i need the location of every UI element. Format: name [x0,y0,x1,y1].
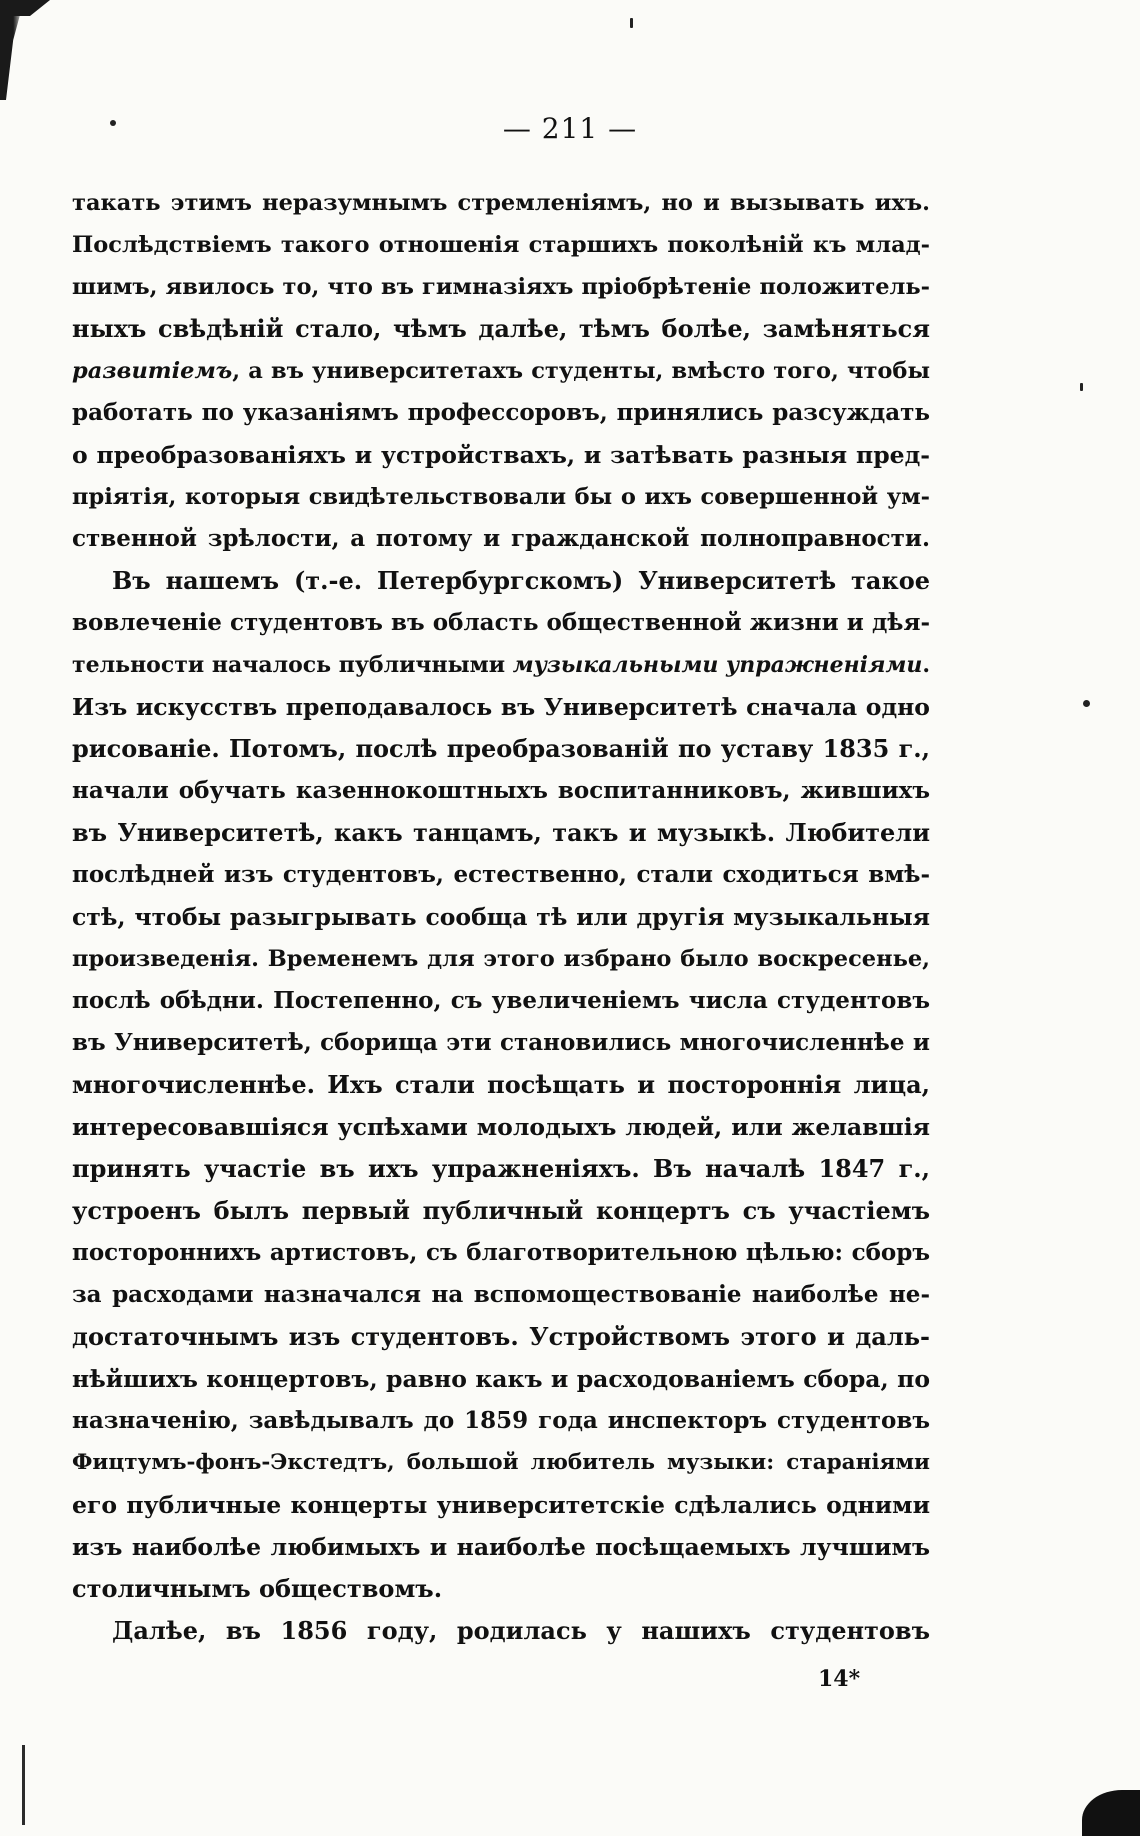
text-line: тельности началось публичными музыкальными упражненіями. [72,652,931,678]
text-line: его публичные концерты университетскіе сдѣлались одними [72,1491,930,1519]
text-line: Далѣе, въ 1856 году, родилась у нашихъ студентовъ [112,1616,930,1645]
text-line: произведенія. Временемъ для этого избрано было воскресенье, [72,946,930,972]
text-line: шимъ, явилось то, что въ гимназіяхъ пріобрѣтеніе положитель- [72,274,930,300]
text-line: пріятія, которыя свидѣтельствовали бы о ихъ совершенной ум- [72,484,930,510]
page-number: — 211 — [502,112,638,145]
emphasis: музыкальными упражненіями [512,652,923,678]
text-line: постороннихъ артистовъ, съ благотворительною цѣлью: сборъ [72,1239,930,1266]
text-line: ственной зрѣлости, а потому и гражданской полноправности. [72,525,930,552]
text-line: интересовавшіяся успѣхами молодыхъ людей, или желавшія [72,1113,930,1141]
scan-speck [630,18,633,28]
text-line: работать по указаніямъ профессоровъ, принялись разсуждать [72,399,930,426]
text-line: Послѣдствіемъ такого отношенія старшихъ поколѣній къ млад- [72,232,930,258]
text-line: развитіемъ, а въ университетахъ студенты, вмѣсто того, чтобы [72,358,930,384]
emphasis: развитіемъ [72,358,233,384]
text-line: о преобразованіяхъ и устройствахъ, и затѣвать разныя пред- [72,441,930,469]
text-line: Въ нашемъ (т.-е. Петербургскомъ) Университетѣ такое [112,566,930,595]
text-line: рисованіе. Потомъ, послѣ преобразованій по уставу 1835 г., [72,734,930,763]
text-line: послѣдней изъ студентовъ, естественно, стали сходиться вмѣ- [72,861,930,888]
text-line: многочисленнѣе. Ихъ стали посѣщать и постороннія лица, [72,1070,930,1099]
text-line: Фицтумъ-фонъ-Экстедтъ, большой любитель музыки: стараніями [72,1450,930,1475]
text-line: столичнымъ обществомъ. [72,1574,443,1603]
text-line: начали обучать казеннокоштныхъ воспитанниковъ, жившихъ [72,777,930,804]
text-line: въ Университетѣ, сборища эти становились многочисленнѣе и [72,1029,930,1056]
text-line: Изъ искусствъ преподавалось въ Университетѣ сначала одно [72,693,930,721]
scan-corner-shadow [1082,1790,1140,1836]
text-line: нѣйшихъ концертовъ, равно какъ и расходованіемъ сбора, по [72,1365,930,1393]
text-line: за расходами назначался на вспомоществованіе наиболѣе не- [72,1281,930,1308]
scan-speck [1083,700,1090,707]
text-line: принять участіе въ ихъ упражненіяхъ. Въ началѣ 1847 г., [72,1154,930,1183]
text-line: достаточнымъ изъ студентовъ. Устройствомъ этого и даль- [72,1322,930,1351]
body-text [72,182,930,1652]
text-line: ныхъ свѣдѣній стало, чѣмъ далѣе, тѣмъ болѣе, замѣняться [72,314,930,343]
scan-edge-shadow [0,0,50,16]
text-line: изъ наиболѣе любимыхъ и наиболѣе посѣщаемыхъ лучшимъ [72,1533,930,1561]
text-line: такать этимъ неразумнымъ стремленіямъ, но и вызывать ихъ. [72,190,930,216]
signature-mark: 14* [818,1666,861,1692]
text-line: послѣ обѣдни. Постепенно, съ увеличеніемъ числа студентовъ [72,987,930,1014]
text-line: стѣ, чтобы разыгрывать сообща тѣ или другія музыкальныя [72,903,930,931]
scan-speck [1080,383,1083,391]
text-line: назначенію, завѣдывалъ до 1859 года инспекторъ студентовъ [72,1407,930,1434]
text-line: вовлеченіе студентовъ въ область общественной жизни и дѣя- [72,609,930,636]
text-line: въ Университетѣ, какъ танцамъ, такъ и музыкѣ. Любители [72,818,930,847]
scan-edge-line [22,1745,25,1825]
text-line: устроенъ былъ первый публичный концертъ съ участіемъ [72,1196,930,1225]
